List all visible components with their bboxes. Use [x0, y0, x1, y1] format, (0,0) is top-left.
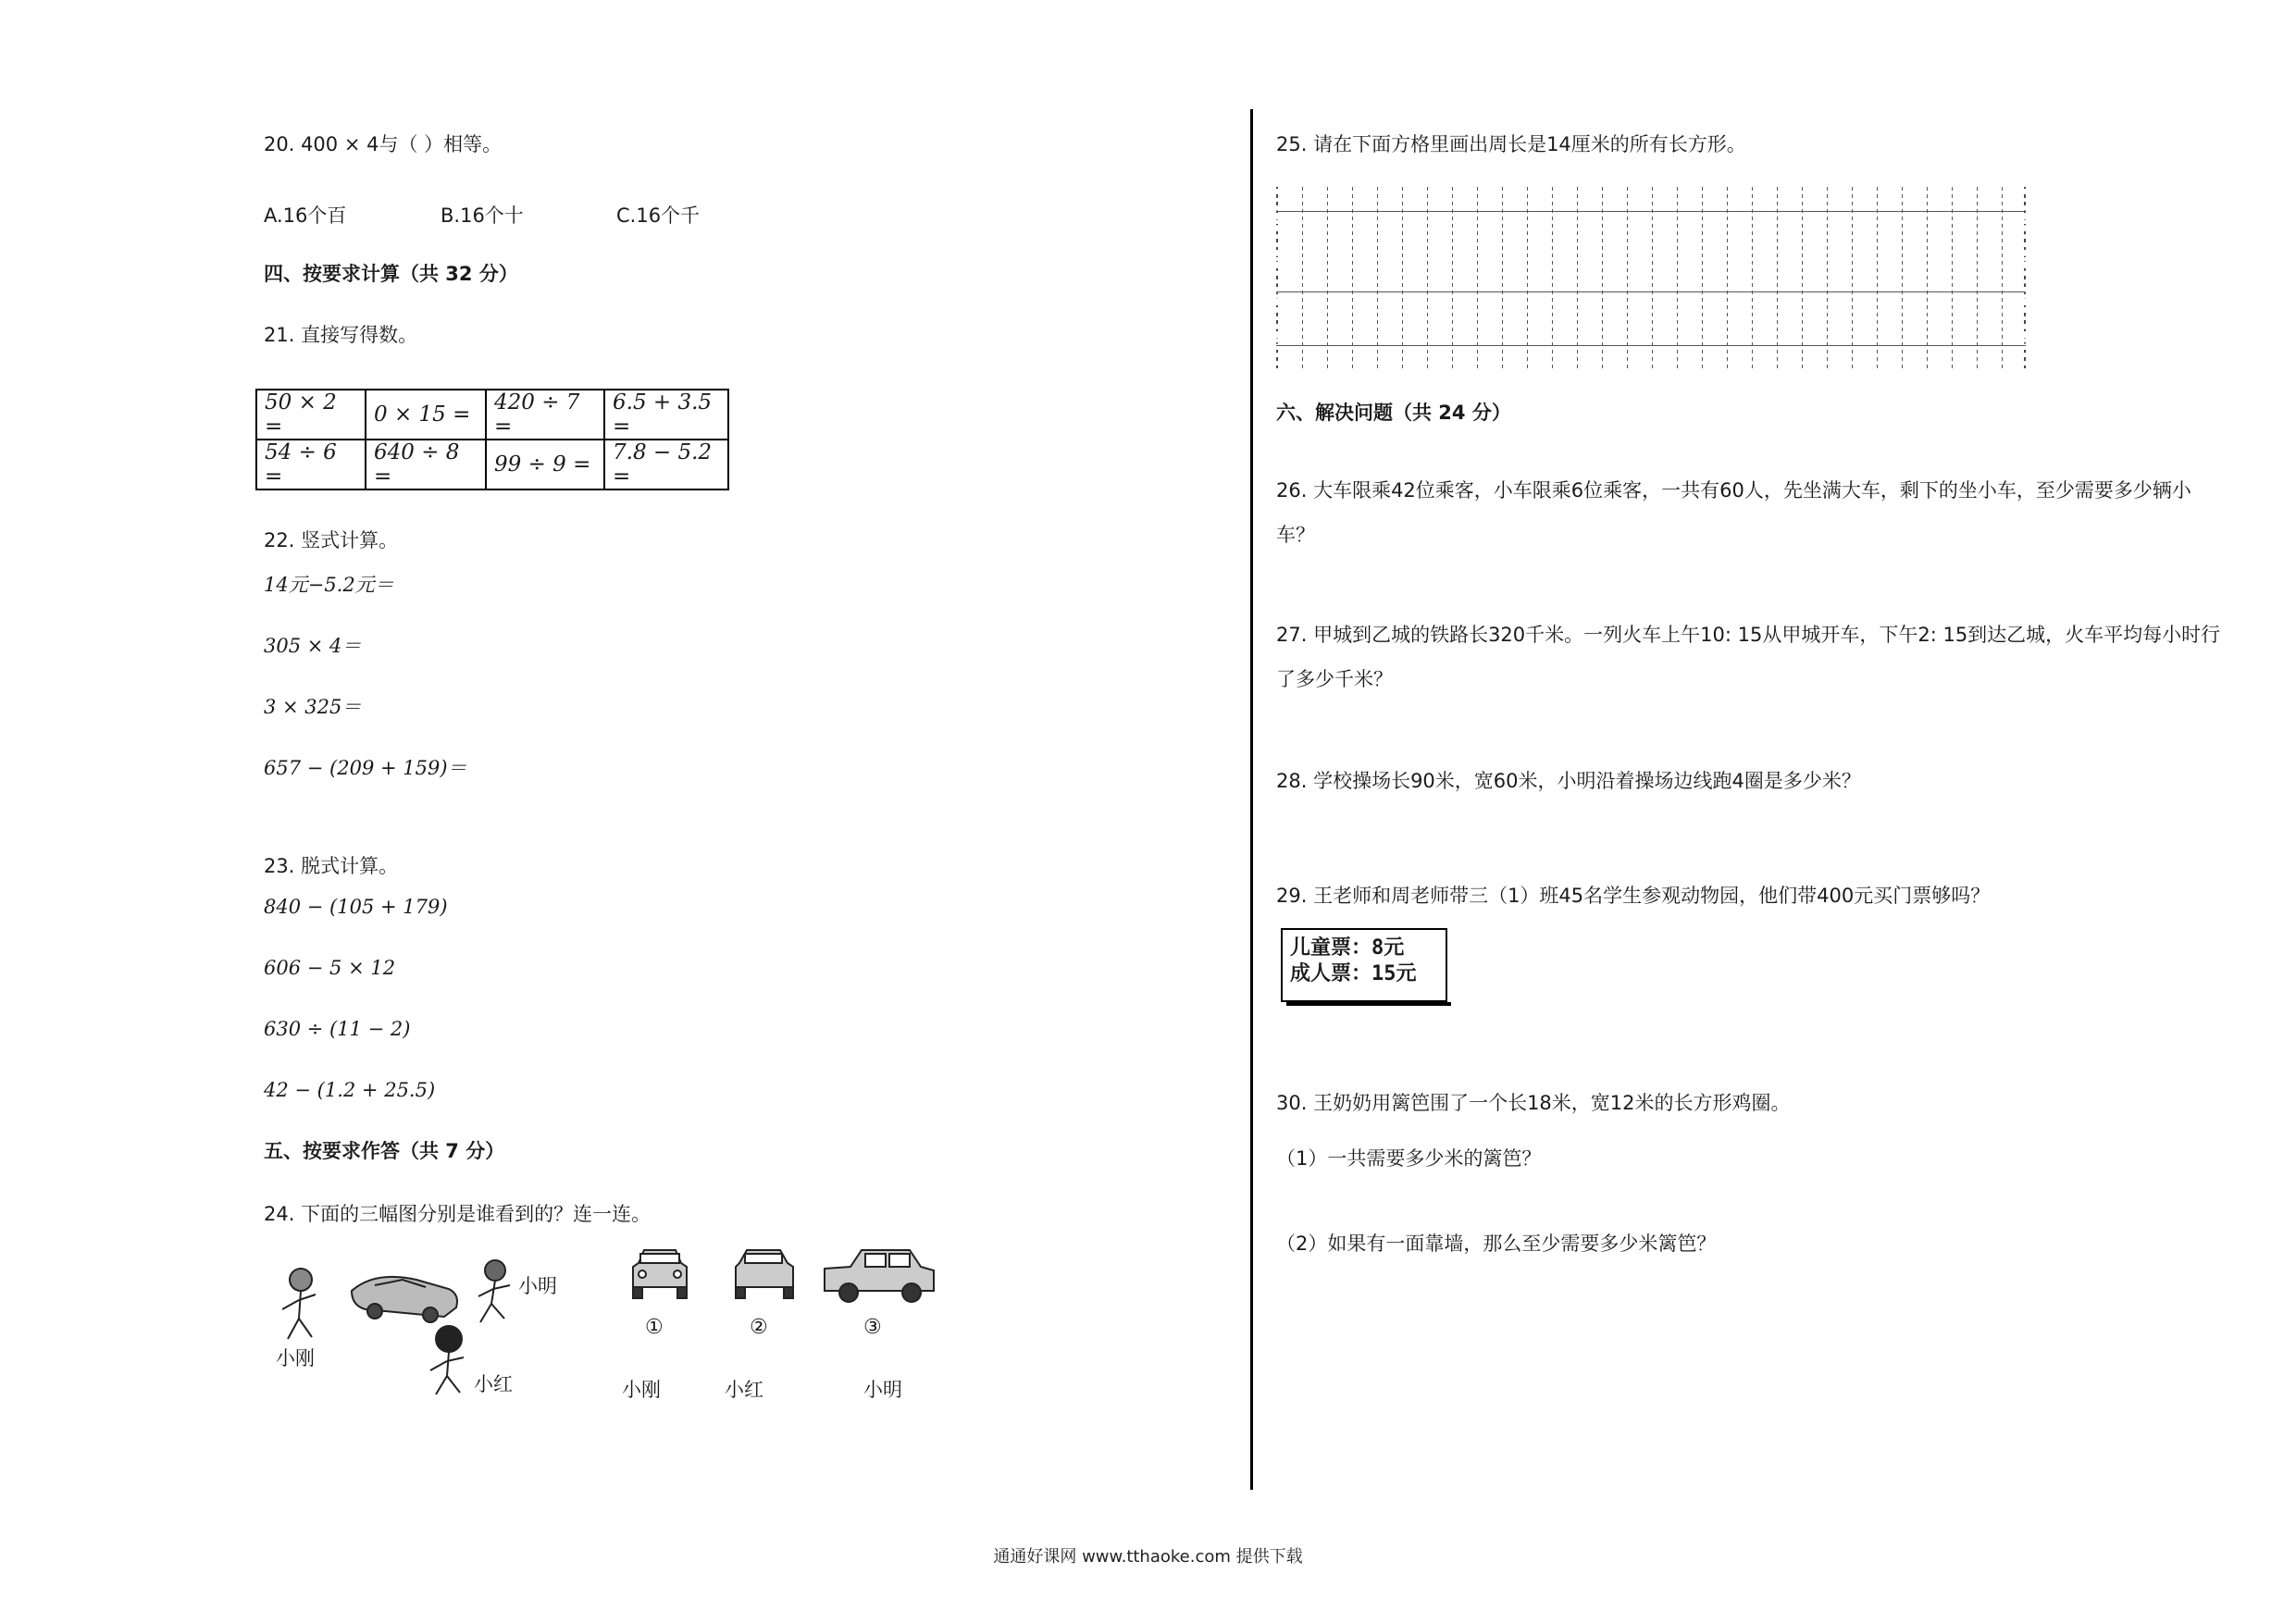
table-cell: 99 ÷ 9 = — [486, 440, 604, 489]
q24-stem: 24. 下面的三幅图分别是谁看到的？连一连。 — [264, 1203, 652, 1225]
car-rear-view-icon — [736, 1250, 793, 1298]
table-cell: 420 ÷ 7 = — [486, 390, 604, 440]
q30-sub2: （2）如果有一面靠墙，那么至少需要多少米篱笆？ — [1276, 1233, 1717, 1255]
label-xiaohong: 小红 — [474, 1373, 513, 1395]
match-name-3: 小明 — [863, 1379, 902, 1401]
label-xiaogang: 小刚 — [276, 1347, 315, 1369]
dotted-grid — [1276, 183, 2026, 371]
q22-item: 657 − (209 + 159)＝ — [264, 757, 467, 779]
q30-sub1: （1）一共需要多少米的篱笆？ — [1276, 1147, 1542, 1170]
view-number-3: ③ — [863, 1316, 882, 1339]
view-number-1: ① — [645, 1316, 664, 1339]
q29-stem: 29. 王老师和周老师带三（1）班45名学生参观动物园，他们带400元买门票够吗？ — [1276, 885, 1991, 907]
adult-ticket-price: 成人票：15元 — [1290, 962, 1417, 985]
view-number-2: ② — [750, 1316, 768, 1339]
q23-item: 630 ÷ (11 − 2) — [264, 1018, 411, 1040]
match-name-2: 小红 — [725, 1379, 763, 1401]
table-cell: 7.8 − 5.2 = — [604, 440, 728, 489]
label-xiaoming: 小明 — [518, 1275, 557, 1297]
q24-scene-illustration — [264, 1254, 615, 1411]
car-front-view-icon — [633, 1250, 687, 1298]
q20-option-c: C.16个千 — [616, 204, 701, 227]
q20-option-a: A.16个百 — [264, 204, 347, 227]
column-divider — [1250, 109, 1253, 1490]
q25-stem: 25. 请在下面方格里画出周长是14厘米的所有长方形。 — [1276, 133, 1746, 155]
car-side-view-icon — [825, 1250, 934, 1302]
section-6-heading: 六、解决问题（共 24 分） — [1276, 402, 1511, 424]
section-5-heading: 五、按要求作答（共 7 分） — [264, 1140, 505, 1162]
q21-stem: 21. 直接写得数。 — [264, 324, 418, 346]
table-cell: 54 ÷ 6 = — [256, 440, 366, 489]
q27-line2: 了多少千米？ — [1276, 668, 1393, 690]
child-ticket-price: 儿童票：8元 — [1290, 936, 1405, 960]
section-4-heading: 四、按要求计算（共 32 分） — [264, 263, 518, 285]
q27-line1: 27. 甲城到乙城的铁路长320千米。一列火车上午10: 15从甲城开车，下午2: 15到达乙城，火车平均每小时行 — [1276, 624, 2221, 646]
q23-item: 42 − (1.2 + 25.5) — [264, 1079, 436, 1101]
q22-item: 3 × 325＝ — [264, 696, 362, 718]
car-views-illustration — [620, 1245, 939, 1309]
q23-item: 606 − 5 × 12 — [264, 957, 396, 979]
table-row — [256, 440, 728, 489]
table-cell: 0 × 15 = — [366, 390, 486, 440]
q28-stem: 28. 学校操场长90米，宽60米，小明沿着操场边线跑4圈是多少米？ — [1276, 770, 1861, 792]
table-cell: 6.5 + 3.5 = — [604, 390, 728, 440]
ticket-price-box — [1281, 928, 1447, 1002]
girl-hong-figure — [430, 1326, 464, 1394]
q26-line2: 车？ — [1276, 524, 1315, 546]
boy-gang-figure — [282, 1269, 316, 1339]
q26-line1: 26. 大车限乘42位乘客，小车限乘6位乘客，一共有60人，先坐满大车，剩下的坐小车，至少需要多少辆小 — [1276, 479, 2191, 502]
q23-item: 840 − (105 + 179) — [264, 896, 448, 918]
table-cell: 50 × 2 = — [256, 390, 366, 440]
table-row — [256, 390, 728, 440]
q20-stem: 20. 400 × 4与（ ）相等。 — [264, 133, 503, 155]
q30-stem: 30. 王奶奶用篱笆围了一个长18米，宽12米的长方形鸡圈。 — [1276, 1092, 1791, 1114]
table-cell: 640 ÷ 8 = — [366, 440, 486, 489]
q22-item: 14元−5.2元＝ — [264, 574, 394, 596]
boy-ming-figure — [478, 1260, 510, 1322]
q22-stem: 22. 竖式计算。 — [264, 529, 399, 551]
q23-stem: 23. 脱式计算。 — [264, 855, 399, 877]
oral-calc-table — [255, 389, 729, 490]
q20-option-b: B.16个十 — [441, 204, 524, 227]
q22-item: 305 × 4＝ — [264, 635, 362, 657]
car-figure — [352, 1277, 457, 1322]
page-footer: 通通好课网 www.tthaoke.com 提供下载 — [993, 1547, 1303, 1567]
match-name-1: 小刚 — [622, 1379, 661, 1401]
